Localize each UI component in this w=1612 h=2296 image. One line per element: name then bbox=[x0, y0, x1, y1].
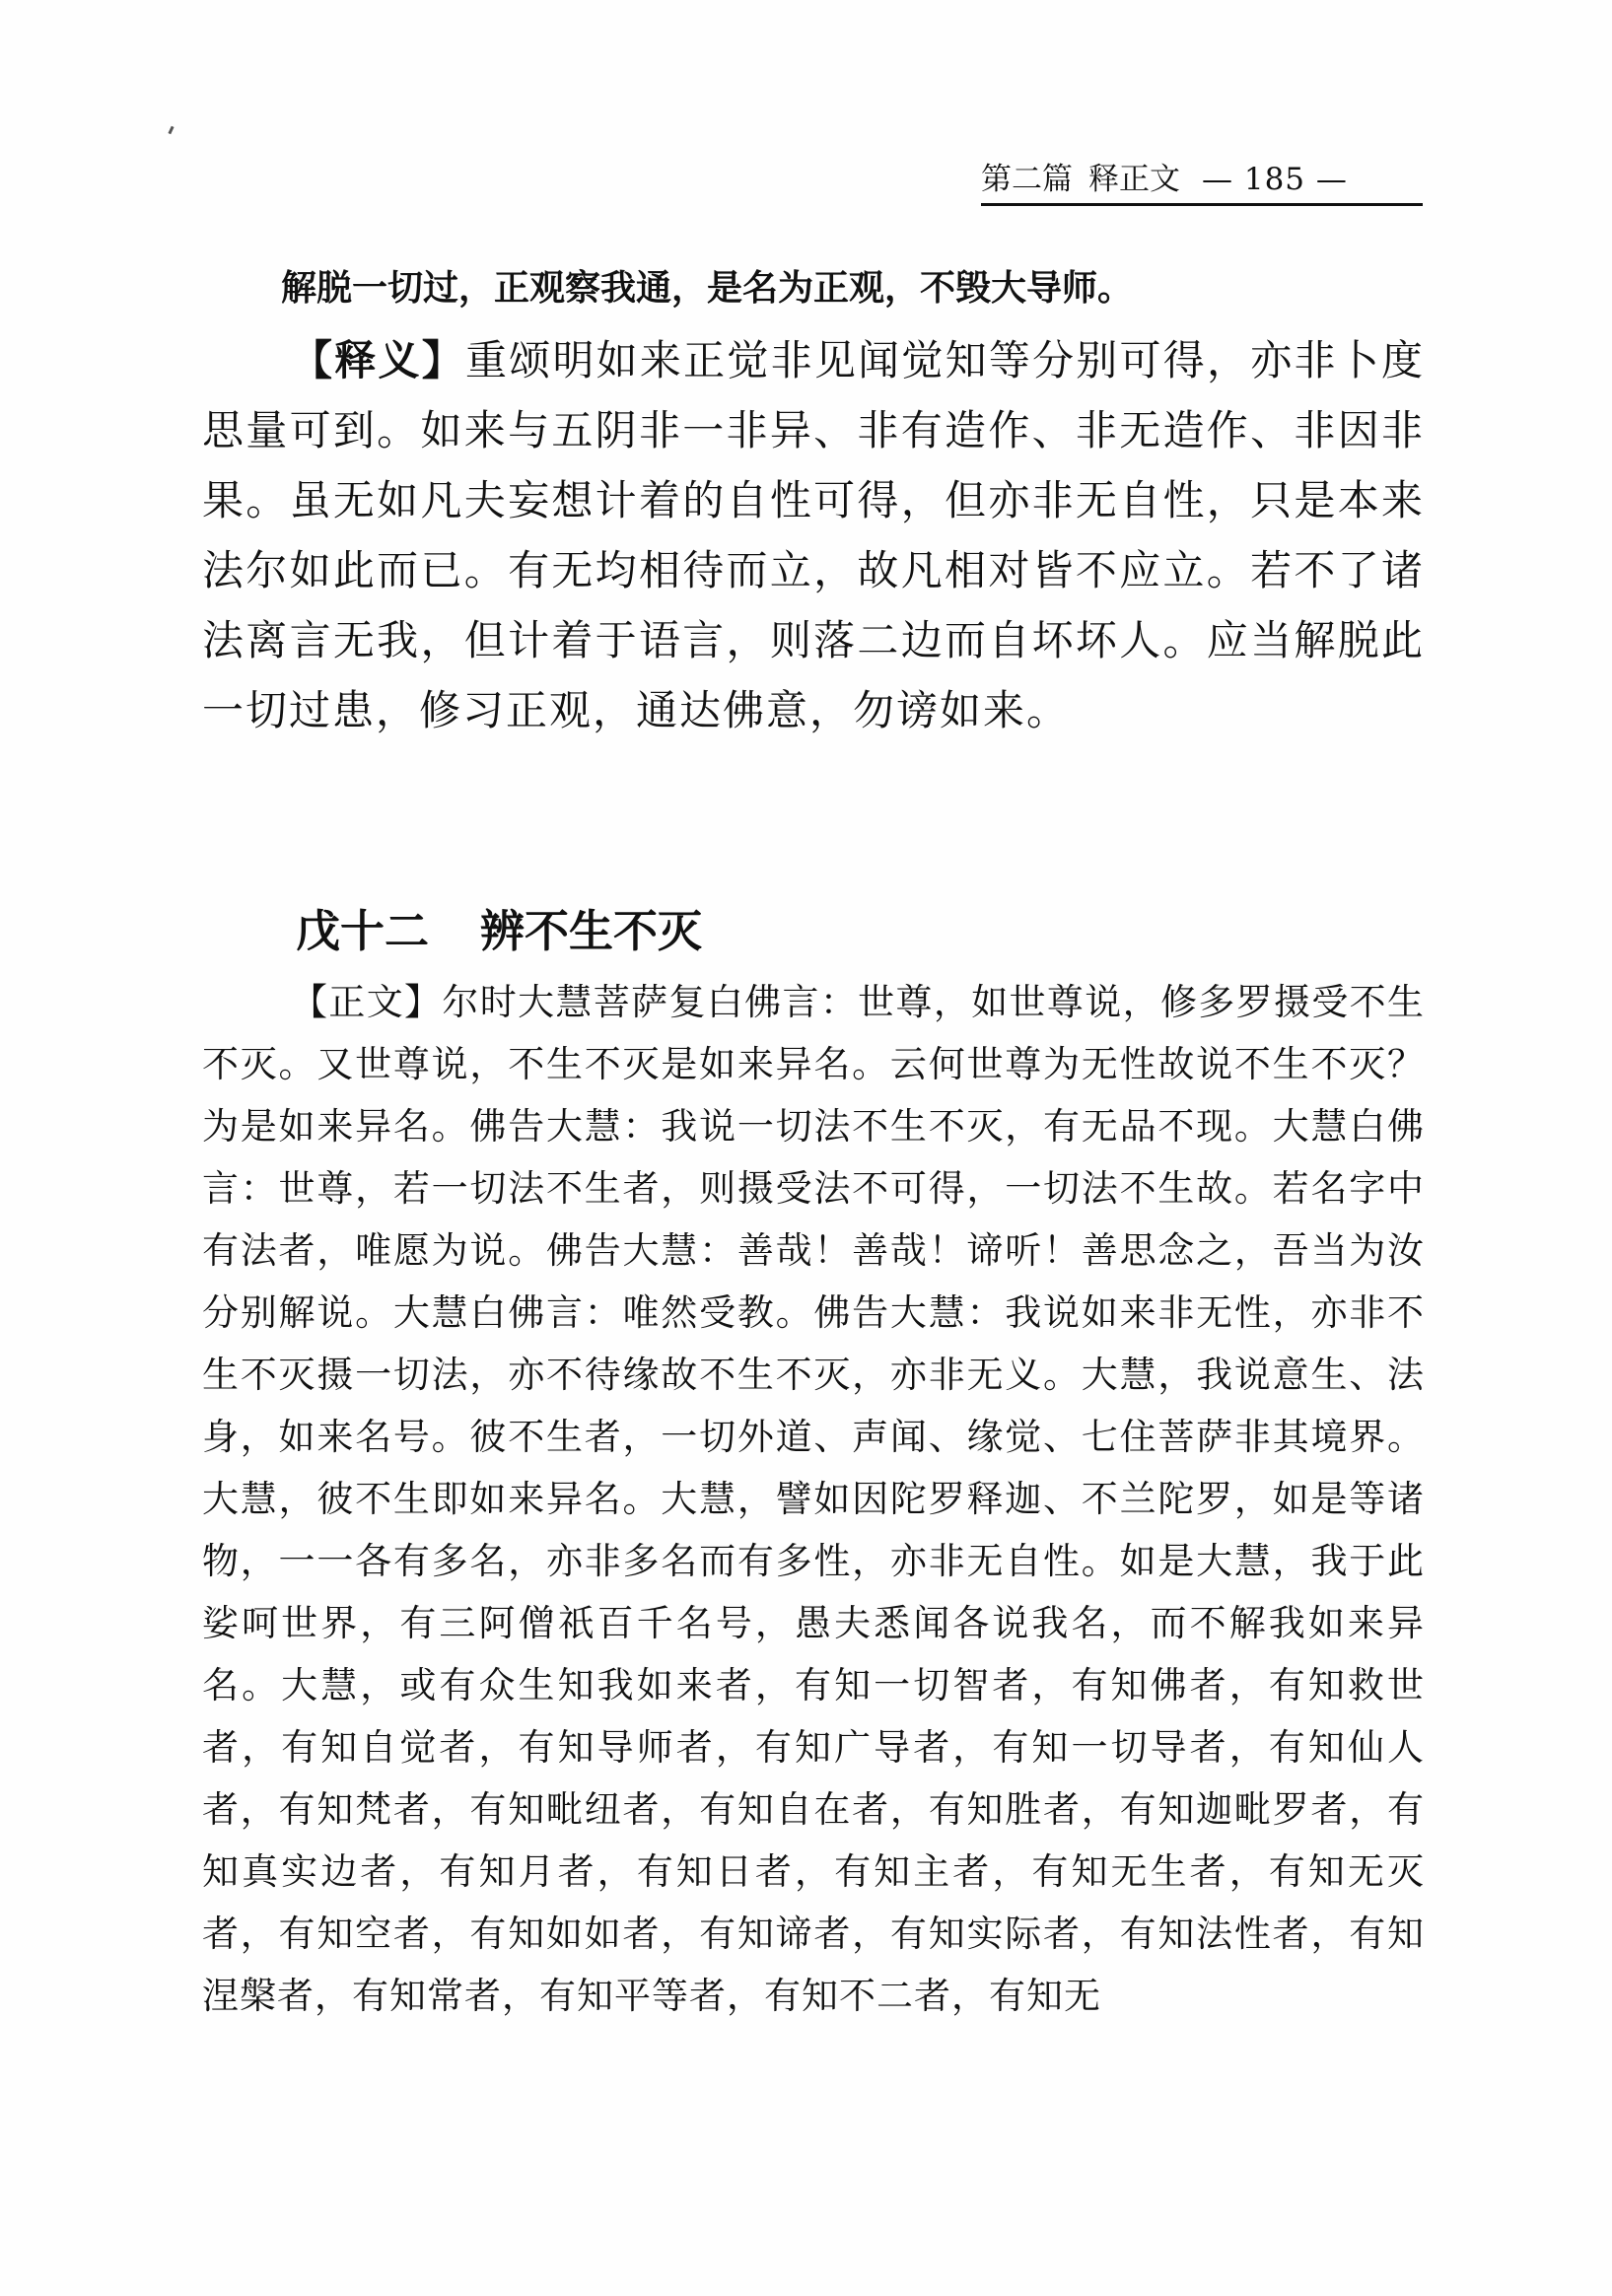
section-title: 辨不生不灭 bbox=[480, 905, 703, 957]
section-number: 戊十二 bbox=[296, 905, 430, 957]
explanation-body: 重颂明如来正觉非见闻觉知等分别可得，亦非卜度思量可到。如来与五阴非一非异、非有造作、非无造作、非因非果。虽无如凡夫妄想计着的自性可得，但亦非无自性，只是本来法尔如此而已。有无均相待而立，故凡相对皆不应立。若不了诸法离言无我，但计着于语言，则落二边而自坏坏人。应当解脱此一切过患，修习正观，通达佛意，勿谤如来。 bbox=[202, 336, 1425, 734]
page-number: — 185 — bbox=[1202, 162, 1348, 197]
section-heading bbox=[296, 897, 702, 966]
explanation-tag: 【释义】 bbox=[291, 336, 465, 384]
running-head bbox=[981, 158, 1423, 201]
main-text-tag: 【正文】 bbox=[291, 981, 443, 1023]
explanation-paragraph bbox=[202, 325, 1425, 745]
main-text-body: 尔时大慧菩萨复白佛言：世尊，如世尊说，修多罗摄受不生不灭。又世尊说，不生不灭是如来异名。云何世尊为无性故说不生不灭？为是如来异名。佛告大慧：我说一切法不生不灭，有无品不现。大慧白佛言：世尊，若一切法不生者，则摄受法不可得，一切法不生故。若名字中有法者，唯愿为说。佛告大慧：善哉！善哉！谛听！善思念之，吾当为汝分别解说。大慧白佛言：唯然受教。佛告大慧：我说如来非无性，亦非不生不灭摄一切法，亦不待缘故不生不灭，亦非无义。大慧，我说意生、法身，如来名号。彼不生者，一切外道、声闻、缘觉、七住菩萨非其境界。大慧，彼不生即如来异名。大慧，譬如因陀罗释迦、不兰陀罗，如是等诸物，一一各有多名，亦非多名而有多性，亦非无自性。如是大慧，我于此娑呵世界，有三阿僧祇百千名号，愚夫悉闻各说我名，而不解我如来异名。大慧，或有众生知我如来者，有知一切智者，有知佛者，有知救世者，有知自觉者，有知导师者，有知广导者，有知一切导者，有知仙人者，有知梵者，有知毗纽者，有知自在者，有知胜者，有知迦毗罗者，有知真实边者，有知月者，有知日者，有知主者，有知无生者，有知无灭者，有知空者，有知如如者，有知谛者，有知实际者，有知法性者，有知涅槃者，有知常者，有知平等者，有知不二者，有知无 bbox=[202, 981, 1426, 2017]
verse-line: 解脱一切过，正观察我通，是名为正观，不毁大导师。 bbox=[281, 268, 1134, 309]
running-head-part: 第二篇 bbox=[981, 162, 1073, 197]
main-text-paragraph bbox=[202, 971, 1425, 2027]
header-rule bbox=[981, 203, 1423, 206]
scan-speck bbox=[168, 126, 174, 135]
running-head-title: 释正文 bbox=[1088, 162, 1180, 197]
